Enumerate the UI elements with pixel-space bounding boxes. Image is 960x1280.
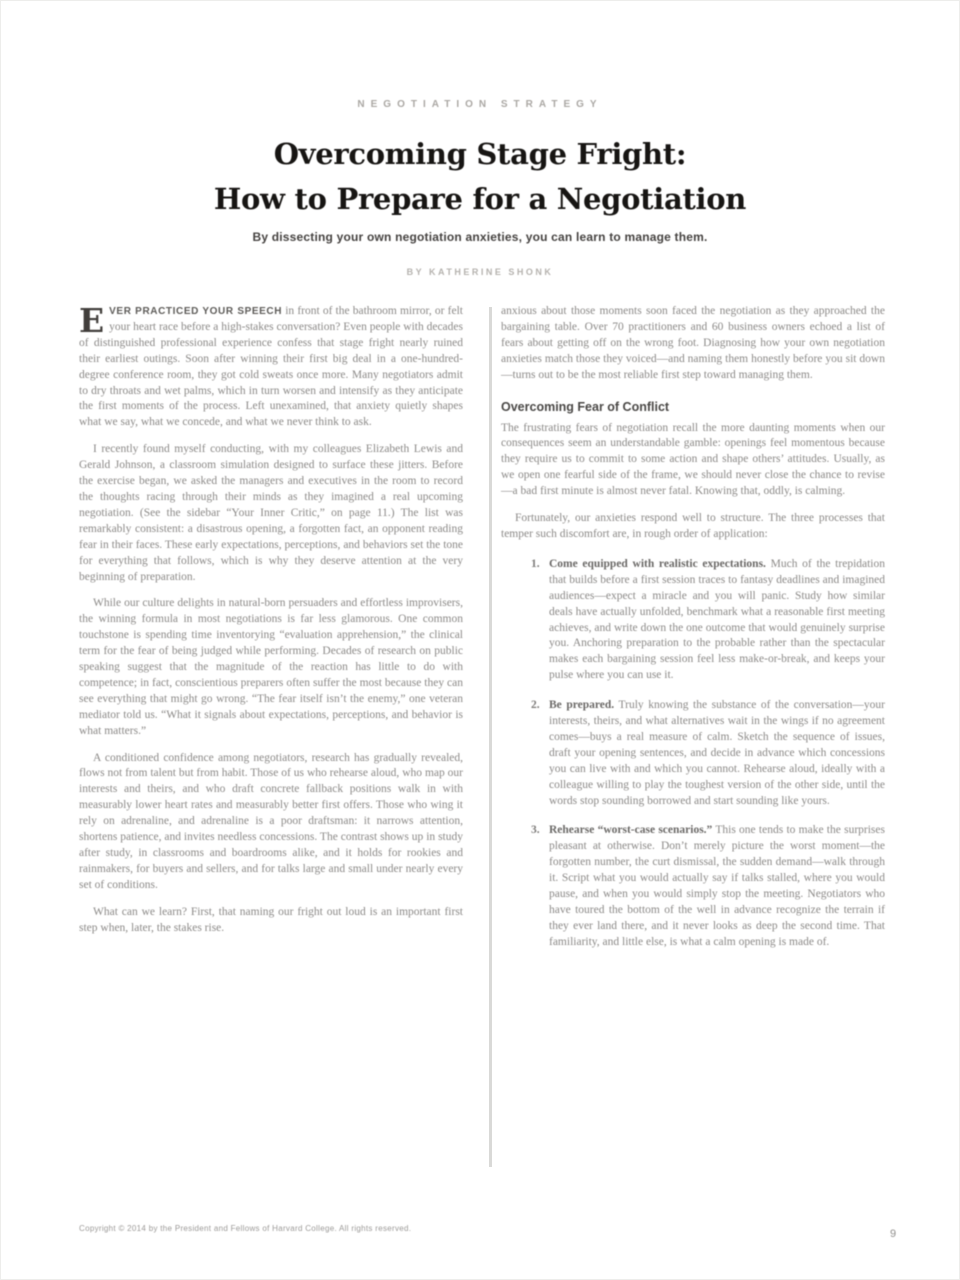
lead-in-small-caps: VER PRACTICED YOUR SPEECH — [109, 306, 283, 317]
section-kicker: NEGOTIATION STRATEGY — [357, 99, 603, 110]
article-title-line1: Overcoming Stage Fright: — [273, 137, 687, 171]
paragraph-opening-text: in front of the bathroom mirror, or felt your heart race before a high-stakes conversation? Even people with decades of distinguished professional experience confess that stage fright nearly ruined their earliest outings. Soon after winning their first big deal in a one-hundred-degree conference room, they got cold sweats once more. Many negotiators admit to dry throats and wet palms, which in turn worsen and intensify as they anticipate the first moments of the process. Left unexamined, that anxiety quietly shapes what we say, what we concede, and what we never think to ask. — [79, 305, 463, 429]
left-column — [79, 301, 463, 965]
paragraph-continuation: anxious about those moments soon faced the negotiation as they approached the bargaining table. Over 70 practitioners and 60 business owners echoed a list of fears about getting off on the wrong foot. Diagnosing how your own negotiation anxieties match those they voiced—and naming them honestly before you sit down—turns out to be the most reliable first step toward managing them. — [501, 305, 885, 381]
article-byline: BY KATHERINE SHONK — [406, 267, 554, 277]
article-body — [79, 301, 886, 965]
paragraph: Fortunately, our anxieties respond well to structure. The three processes that temper such discomfort are, in rough order of application: — [501, 512, 885, 540]
copyright-footer: Copyright © 2014 by the President and Fellows of Harvard College. All rights reserved. — [79, 1224, 412, 1233]
drop-cap: E — [79, 301, 105, 340]
list-item-lead: Be prepared. — [549, 699, 615, 712]
list-item-text — [549, 557, 885, 684]
paragraph: The frustrating fears of negotiation recall the more daunting moments when our consequences seem an understandable gamble: openings feel momentous because they require us to commit to some action and shape others’ attitudes. Usually, as we open one fearful side of the frame, we should never close the chance to revise—a bad first minute is almost never fatal. Knowing that, oddly, is calming. — [501, 421, 885, 498]
paragraph: While our culture delights in natural-born persuaders and effortless improvisers, the winning formula in most negotiations is far less glamorous. One common touchstone is spending time inventorying “evaluation apprehension,” the clinical term for the fear of being judged while performing. Decades of research on public speaking suggest that the magnitude of the reaction has little to do with competence; in fact, conscientious preparers often suffer the most because they can see everything that might go wrong. “The fear itself isn’t the enemy,” one veteran mediator told us. “What it signals about expectations, perceptions, and behavior is what matters.” — [79, 597, 463, 737]
list-item-body: Much of the trepidation that builds before a first session traces to fantasy deadlines and imagined audiences—expect a miracle and you will panic. Study how similar deals have actually unfolded, benchmark what a reasonable first meeting achieves, and write down the one outcome that would genuinely surprise you. Anchoring preparation to the probable rather than the spectacular makes each bargaining session feel less make-or-break, and keeps your pulse where you can use it. — [549, 557, 886, 682]
list-item-number: 1. — [531, 557, 540, 570]
list-item-lead: Come equipped with realistic expectations. — [549, 557, 766, 570]
list-item-text — [549, 698, 885, 809]
list-item-text — [549, 823, 885, 950]
paragraph-opening — [79, 301, 463, 431]
list-item-number: 2. — [531, 699, 540, 712]
list-item-number: 3. — [531, 824, 540, 837]
paragraph: A conditioned confidence among negotiators, research has gradually revealed, flows not from talent but from habit. Those of us who rehearse aloud, who map our interests and theirs, and who draft concrete fallback positions walk in with measurably lower heart rates and measurably better first offers. Those who wing it rely on adrenaline, and adrenaline is a poor draftsman: it narrows attention, shortens patience, and invites needless concessions. The contrast shows up in study after study, in classrooms and boardrooms alike, and it holds for rookies and rainmakers, for buyers and sellers, and for talks large and small under nearly every set of conditions. — [79, 751, 463, 891]
list-item-body: This one tends to make the surprises pleasant at otherwise. Don’t merely picture the worst moment—the forgotten number, the curt dismissal, the sudden demand—walk through it. Script what you would actually say if talks stalled, where you would pause, and when you would simply stop the meeting. Negotiators who have toured the bottom of the well in advance recognize the terrain if they ever land there, and it never looks as deep the second time. That familiarity, and little else, is what a calm opening is made of. — [549, 824, 885, 948]
list-item — [531, 823, 885, 950]
article-title — [1, 132, 959, 222]
list-item — [531, 557, 885, 684]
numbered-list — [501, 557, 885, 951]
paragraph: What can we learn? First, that naming our fright out loud is an important first step when, later, the stakes rise. — [79, 905, 463, 934]
right-column — [501, 304, 885, 965]
paragraph: I recently found myself conducting, with my colleagues Elizabeth Lewis and Gerald Johnson, a classroom simulation designed to surface these jitters. Before the exercise began, we asked the managers and executives in the room to record the thoughts racing through their minds as they imagined a real upcoming negotiation. (See the sidebar “Your Inner Critic,” on page 11.) The list was remarkably consistent: a disastrous opening, a forgotten fact, an opponent reading fear in their faces. These early expectations, perceptions, and behaviors set the tone for everything that follows, which is why they deserve attention at the very beginning of preparation. — [79, 443, 463, 583]
section-heading: Overcoming Fear of Conflict — [501, 399, 670, 414]
article-deck: By dissecting your own negotiation anxieties, you can learn to manage them. — [252, 230, 708, 244]
page-number: 9 — [890, 1228, 897, 1240]
list-item — [531, 698, 885, 809]
list-item-body: Truly knowing the substance of the conversation—your interests, theirs, and what alternatives wait in the wings if no agreement comes—buys a real measure of calm. Sketch the sequence of issues, draft your opening sentences, and decide in advance which concessions you can live with and which you cannot. Rehearse aloud, ideally with a colleague willing to play the toughest version of the other side, until the words stop sounding borrowed and start sounding like yours. — [549, 699, 885, 807]
article-title-line2: How to Prepare for a Negotiation — [213, 182, 747, 216]
list-item-lead: Rehearse “worst-case scenarios.” — [549, 824, 713, 837]
